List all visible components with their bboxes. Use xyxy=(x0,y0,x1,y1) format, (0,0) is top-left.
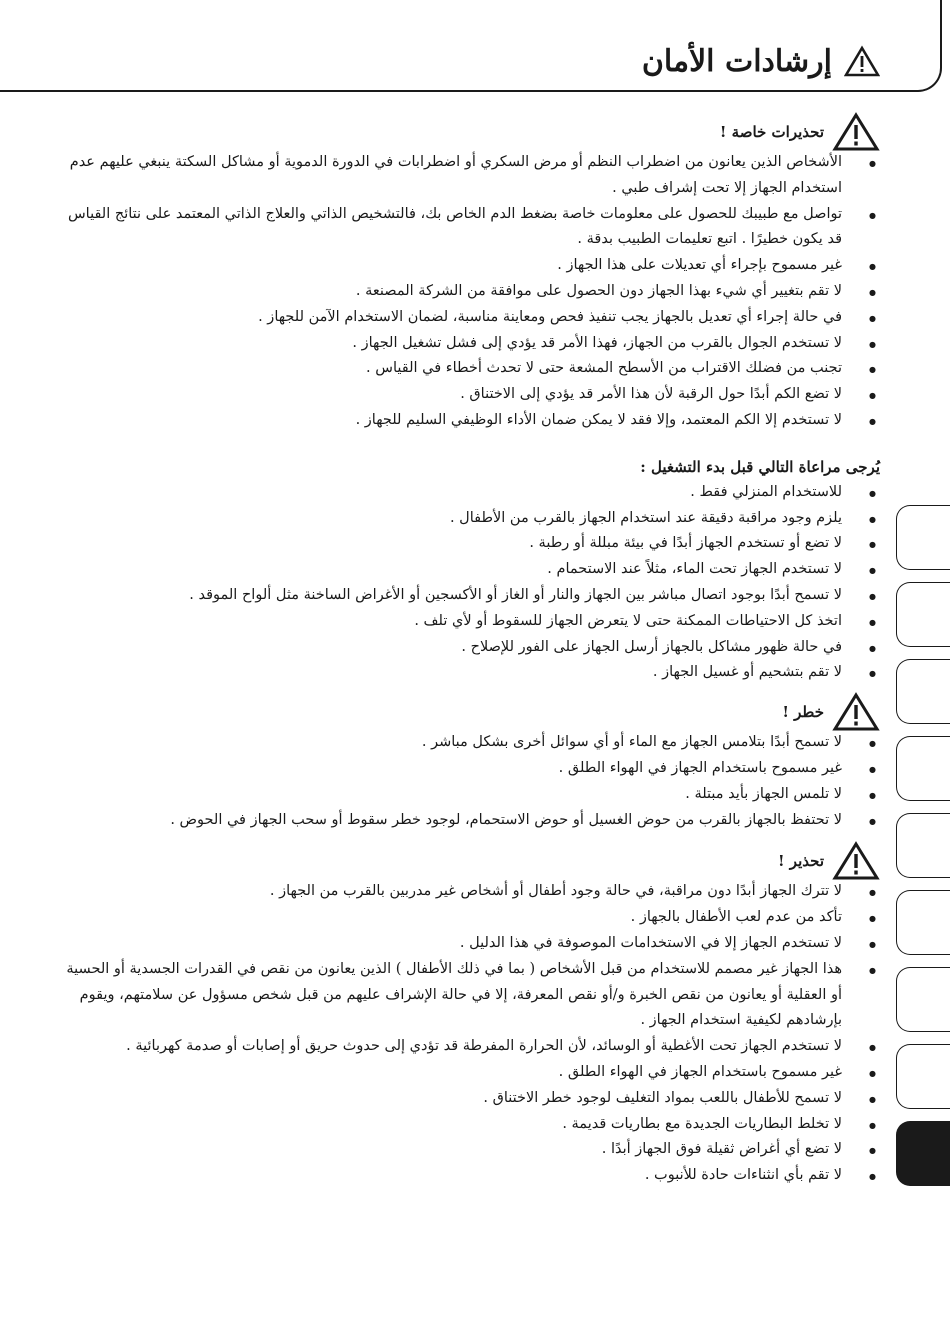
list-item: ● غير مسموح بإجراء أي تعديلات على هذا الجهاز . xyxy=(60,253,880,279)
content-area xyxy=(60,110,880,1189)
side-tab-1 xyxy=(896,505,950,570)
list-item: ● غير مسموح باستخدام الجهاز في الهواء الطلق . xyxy=(60,1060,880,1086)
side-tab-2 xyxy=(896,582,950,647)
list-item: ● لا تستخدم الجهاز تحت الماء، مثلاً عند الاستحمام . xyxy=(60,557,880,583)
list-item: ● لا تقم بأي انثناءات حادة للأنبوب . xyxy=(60,1163,880,1189)
side-tab-4 xyxy=(896,736,950,801)
list-item: ● هذا الجهاز غير مصمم للاستخدام من قبل الأشخاص ( بما في ذلك الأطفال ) الذين يعانون من نقص في القدرات الجسدية أو الحسية أو العقلية أو يعانون من نقص الخبرة و/أو نقص المعرفة، إلا في حالة الإشراف عليهم من قبل شخص مسؤول عن سلامتهم، ويقوم بإرشادهم لكيفية استخدام الجهاز . xyxy=(60,957,880,1034)
list-item: ● لا تستخدم الجوال بالقرب من الجهاز، فهذا الأمر قد يؤدي إلى فشل تشغيل الجهاز . xyxy=(60,331,880,357)
list-item: ● لا تحتفظ بالجهاز بالقرب من حوض الغسيل أو حوض الاستحمام، لوجود خطر سقوط أو سحب الجهاز في الحوض . xyxy=(60,808,880,834)
list-item: ● في حالة ظهور مشاكل بالجهاز أرسل الجهاز على الفور للإصلاح . xyxy=(60,635,880,661)
side-tab-5 xyxy=(896,813,950,878)
section-heading xyxy=(60,843,880,879)
list-item: ● تواصل مع طبيبك للحصول على معلومات خاصة بضغط الدم الخاص بك، فالتشخيص الذاتي والعلاج الذاتي المعتمد على نتائج القياس قد يكون خطيرًا . اتبع تعليمات الطبيب بدقة . xyxy=(60,202,880,254)
list-item: ● للاستخدام المنزلي فقط . xyxy=(60,480,880,506)
page-header xyxy=(642,36,880,86)
list-item: ● لا تضع أي أغراض ثقيلة فوق الجهاز أبدًا . xyxy=(60,1137,880,1163)
section-heading xyxy=(60,694,880,730)
list-item: ● اتخذ كل الاحتياطات الممكنة حتى لا يتعرض الجهاز للسقوط أو لأي تلف . xyxy=(60,609,880,635)
list-item: ● لا تستخدم الجهاز تحت الأغطية أو الوسائد، لأن الحرارة المفرطة قد تؤدي إلى حدوث حريق أو إصابات أو صدمة كهربائية . xyxy=(60,1034,880,1060)
page-title: إرشادات الأمان xyxy=(641,43,832,79)
section-title: تحذير ! xyxy=(778,852,824,871)
bullet-list xyxy=(60,480,880,686)
section-heading xyxy=(60,454,880,480)
section-title: يُرجى مراعاة التالي قبل بدء التشغيل : xyxy=(640,457,880,476)
section-title: خطر ! xyxy=(782,703,824,722)
list-item: ● لا تقم بتغيير أي شيء بهذا الجهاز دون الحصول على موافقة من الشركة المصنعة . xyxy=(60,279,880,305)
list-item: ● لا تستخدم الجهاز إلا في الاستخدامات الموصوفة في هذا الدليل . xyxy=(60,931,880,957)
list-item: ● تأكد من عدم لعب الأطفال بالجهاز . xyxy=(60,905,880,931)
section-warning xyxy=(60,843,880,1189)
section-before-operation xyxy=(60,454,880,686)
section-special-warnings xyxy=(60,114,880,434)
warning-triangle-icon xyxy=(832,692,880,732)
section-heading xyxy=(60,114,880,150)
warning-triangle-icon xyxy=(832,112,880,152)
list-item: ● لا تسمح أبدًا بوجود اتصال مباشر بين الجهاز والنار أو الغاز أو الأكسجين أو الأغراض الساخنة مثل ألواح الموقد . xyxy=(60,583,880,609)
bullet-list xyxy=(60,879,880,1189)
list-item: ● الأشخاص الذين يعانون من اضطراب النظم أو مرض السكري أو اضطرابات في الدورة الدموية أو مشاكل السكتة ينبغي عليهم عدم استخدام الجهاز إلا تحت إشراف طبي . xyxy=(60,150,880,202)
side-tab-9 xyxy=(896,1121,950,1186)
warning-triangle-icon xyxy=(844,45,880,77)
list-item: ● غير مسموح باستخدام الجهاز في الهواء الطلق . xyxy=(60,756,880,782)
section-title: تحذيرات خاصة ! xyxy=(719,123,824,141)
bullet-list xyxy=(60,150,880,434)
list-item: ● لا تقم بتشحيم أو غسيل الجهاز . xyxy=(60,660,880,686)
list-item: ● لا تسمح للأطفال باللعب بمواد التغليف لوجود خطر الاختناق . xyxy=(60,1086,880,1112)
list-item: ● في حالة إجراء أي تعديل بالجهاز يجب تنفيذ فحص ومعاينة مناسبة، لضمان الاستخدام الآمن للجهاز . xyxy=(60,305,880,331)
side-tab-6 xyxy=(896,890,950,955)
section-danger xyxy=(60,694,880,833)
side-tab-3 xyxy=(896,659,950,724)
list-item: ● لا تضع الكم أبدًا حول الرقبة لأن هذا الأمر قد يؤدي إلى الاختناق . xyxy=(60,382,880,408)
list-item: ● يلزم وجود مراقبة دقيقة عند استخدام الجهاز بالقرب من الأطفال . xyxy=(60,506,880,532)
list-item: ● لا تضع أو تستخدم الجهاز أبدًا في بيئة مبللة أو رطبة . xyxy=(60,531,880,557)
list-item: ● لا تخلط البطاريات الجديدة مع بطاريات قديمة . xyxy=(60,1112,880,1138)
list-item: ● لا تترك الجهاز أبدًا دون مراقبة، في حالة وجود أطفال أو أشخاص غير مدربين بالقرب من الجهاز . xyxy=(60,879,880,905)
bullet-list xyxy=(60,730,880,833)
list-item: ● لا تلمس الجهاز بأيد مبتلة . xyxy=(60,782,880,808)
list-item: ● لا تسمح أبدًا بتلامس الجهاز مع الماء أو أي سوائل أخرى بشكل مباشر . xyxy=(60,730,880,756)
side-tab-7 xyxy=(896,967,950,1032)
list-item: ● تجنب من فضلك الاقتراب من الأسطح المشعة حتى لا تحدث أخطاء في القياس . xyxy=(60,356,880,382)
list-item: ● لا تستخدم إلا الكم المعتمد، وإلا فقد لا يمكن ضمان الأداء الوظيفي السليم للجهاز . xyxy=(60,408,880,434)
side-tab-8 xyxy=(896,1044,950,1109)
warning-triangle-icon xyxy=(832,841,880,881)
